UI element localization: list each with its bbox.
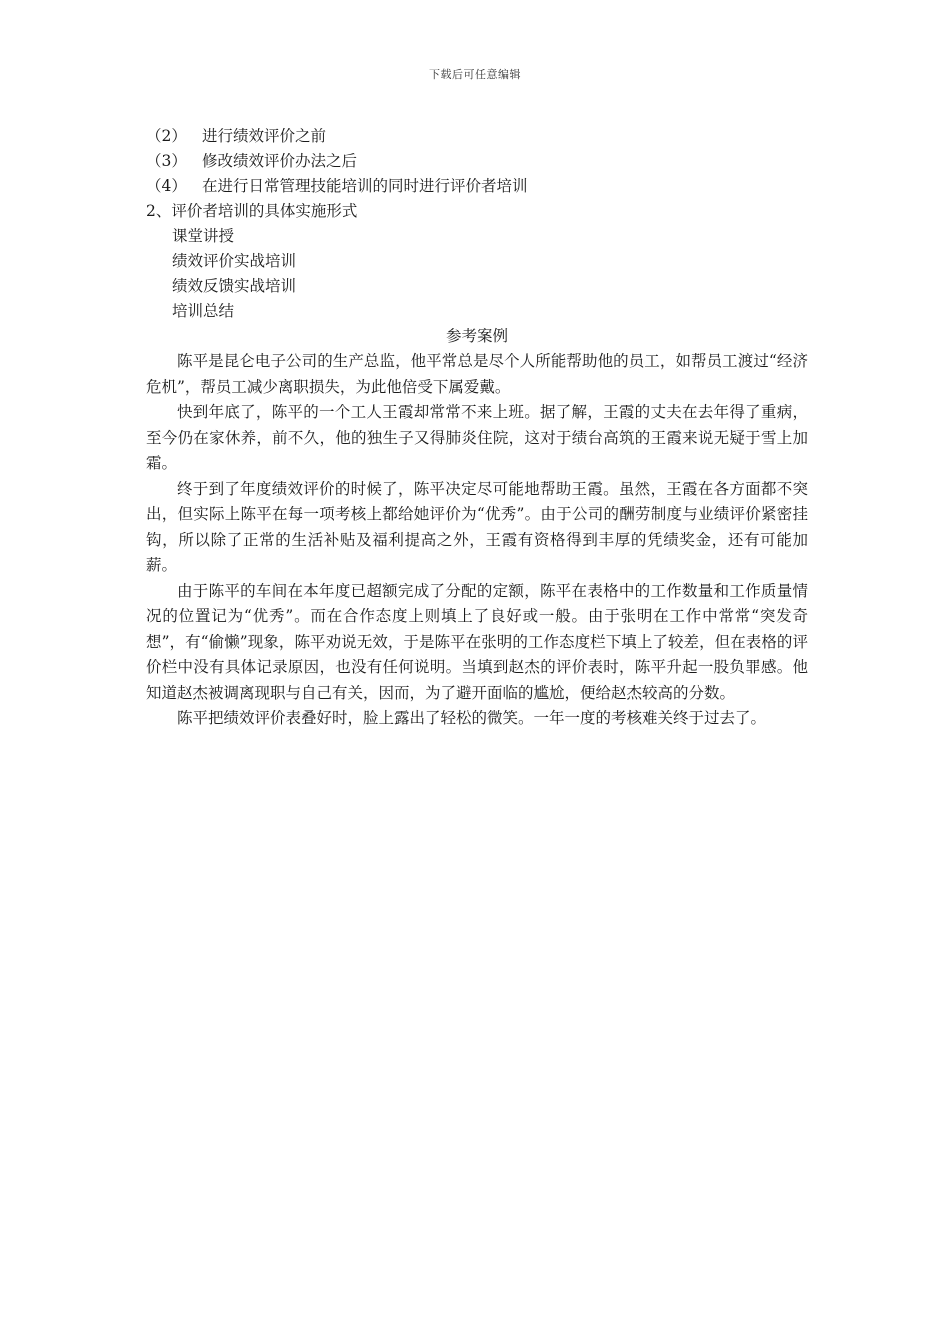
list-item xyxy=(146,174,808,199)
training-form-item: 绩效评价实战培训 xyxy=(172,252,297,270)
list-item xyxy=(146,124,808,149)
list-item-text: 进行绩效评价之前 xyxy=(202,127,327,145)
case-paragraph: 由于陈平的车间在本年度已超额完成了分配的定额，陈平在表格中的工作数量和工作质量情况的位置记为“优秀”。而在合作态度上则填上了良好或一般。由于张明在工作中常常“突发奇想”，有“偷懒”现象，陈平劝说无效，于是陈平在张明的工作态度栏下填上了较差，但在表格的评价栏中没有具体记录原因，也没有任何说明。当填到赵杰的评价表时，陈平升起一股负罪感。他知道赵杰被调离现职与自己有关，因而，为了避开面临的尴尬，便给赵杰较高的分数。 xyxy=(146,581,808,702)
case-paragraph: 陈平把绩效评价表叠好时，脸上露出了轻松的微笑。一年一度的考核难关终于过去了。 xyxy=(177,709,767,727)
list-item-number: （3） xyxy=(146,152,187,170)
list-item-text: 在进行日常管理技能培训的同时进行评价者培训 xyxy=(202,177,528,195)
case-paragraph: 终于到了年度绩效评价的时候了，陈平决定尽可能地帮助王霞。虽然，王霞在各方面都不突出，但实际上陈平在每一项考核上都给她评价为“优秀”。由于公司的酬劳制度与业绩评价紧密挂钩，所以除了正常的生活补贴及福利提高之外，王霞有资格得到丰厚的凭绩奖金，还有可能加薪。 xyxy=(146,479,808,574)
training-form-item: 培训总结 xyxy=(172,302,235,320)
case-paragraph: 陈平是昆仑电子公司的生产总监，他平常总是尽个人所能帮助他的员工，如帮员工渡过“经济危机”，帮员工减少离职损失，为此他倍受下属爱戴。 xyxy=(146,352,808,396)
case-paragraph: 快到年底了，陈平的一个工人王霞却常常不来上班。据了解，王霞的丈夫在去年得了重病，至今仍在家休养，前不久，他的独生子又得肺炎住院，这对于绩台高筑的王霞来说无疑于雪上加霜。 xyxy=(146,403,808,472)
document-body xyxy=(146,124,808,732)
list-item-text: 修改绩效评价办法之后 xyxy=(202,152,358,170)
list-item xyxy=(146,149,808,174)
list-item-number: （4） xyxy=(146,177,187,195)
header-note: 下载后可任意编辑 xyxy=(429,68,521,81)
list-item-number: （2） xyxy=(146,127,187,145)
case-title: 参考案例 xyxy=(445,327,508,345)
section-heading: 2、评价者培训的具体实施形式 xyxy=(146,202,358,220)
training-form-item: 绩效反馈实战培训 xyxy=(172,277,297,295)
training-form-item: 课堂讲授 xyxy=(172,227,235,245)
